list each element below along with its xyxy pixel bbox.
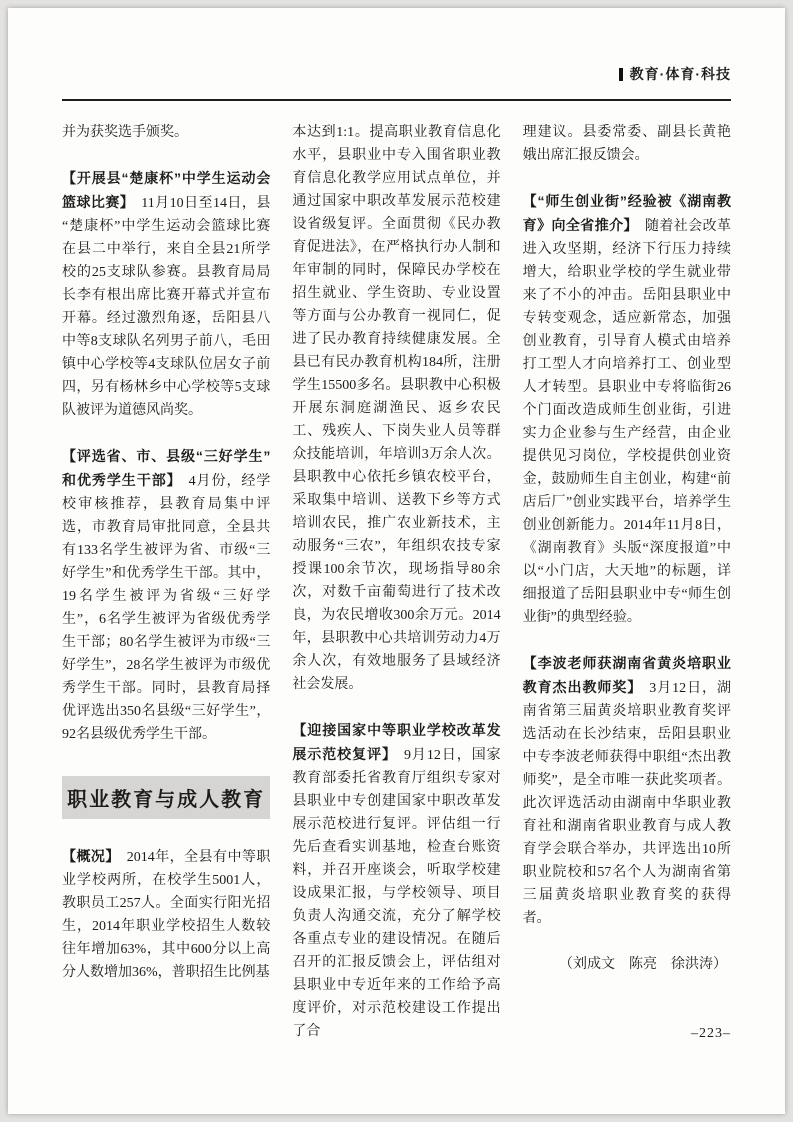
article-title: 【迎接国家中等职业学校改革发展示范校复评】 xyxy=(292,722,501,762)
article-body: 2014年，全县有中等职业学校两所，在校学生5001人，教职员工257人。全面实行阳光招生，2014年职业学校招生人数较往年增加63%，其中600分以上高分人数增加36%，普职招生比例基 xyxy=(62,850,271,980)
article xyxy=(523,652,731,930)
continuation-paragraph: 并为获奖选手颁奖。 xyxy=(62,125,188,140)
document-page xyxy=(8,8,785,1114)
article xyxy=(523,190,731,629)
article xyxy=(62,845,270,984)
header-divider xyxy=(62,99,731,101)
article-title: 【李波老师获湖南省黄炎培职业教育杰出教师奖】 xyxy=(522,655,731,695)
byline: （刘成文 陈亮 徐洪涛） xyxy=(558,957,727,972)
content-columns xyxy=(62,121,731,1043)
article-body: 9月12日，国家教育部委托省教育厅组织专家对县职业中专创建国家中职改革发展示范校进行复评。评估组一行先后查看实训基地，检查台账资料，并召开座谈会，听取学校建设成果汇报，与学校领导、项目负责人沟通交流，充分了解学校各重点专业的建设情况。在随后召开的汇报反馈会上，评估组对县职业中专近年来的工作给予高度评价，对示范校建设工作提出了合 xyxy=(292,748,501,1039)
article-title: 【开展县“楚康杯”中学生运动会篮球比赛】 xyxy=(62,170,271,210)
continuation-paragraph: 本达到1:1。提高职业教育信息化水平，县职业中专入围省职业教育信息化教学应用试点单位，并通过国家中职改革发展示范校建设省级复评。全面贯彻《民办教育促进法》，在严格执行办人制和年审制的同时，保障民办学校在招生就业、学生资助、专业设置等方面与公办教育一视同仁，促进了民办教育持续健康发展。全县已有民办教育机构184所，注册学生15500多名。县职教中心积极开展东洞庭湖渔民、返乡农民工、残疾人、下岗失业人员等群众技能培训，年培训3万余人次。县职教中心依托乡镇农校平台，采取集中培训、送教下乡等方式培训农民，推广农业新技术，主动服务“三农”，年组织农技专家授课100余节次，现场指导80余次，对数千亩葡萄进行了技术改良，为农民增收300余万元。2014年，县职教中心共培训劳动力4万余人次，有效地服务了县域经济社会发展。 xyxy=(292,125,501,692)
running-head-label: 教育·体育·科技 xyxy=(629,66,731,82)
page-content xyxy=(62,8,731,1043)
article-title: 【评选省、市、县级“三好学生”和优秀学生干部】 xyxy=(62,448,271,488)
column-1 xyxy=(62,121,270,1043)
page-number: –223– xyxy=(691,1026,731,1041)
article-title: 【概况】 xyxy=(62,848,120,864)
column-3 xyxy=(523,121,731,1043)
article-body: 4月份，经学校审核推荐，县教育局集中评选，市教育局审批同意，全县共有133名学生被评为省、市级“三好学生”和优秀学生干部。其中，19名学生被评为省级“三好学生”，6名学生被评为省级优秀学生干部；80名学生被评为市级“三好学生”，28名学生被评为市级优秀学生干部。同时，县教育局择优评选出350名县级“三好学生”，92名县级优秀学生干部。 xyxy=(62,474,271,742)
running-head xyxy=(62,64,731,84)
article-title: 【“师生创业街”经验被《湖南教育》向全省推介】 xyxy=(522,193,731,233)
column-2 xyxy=(292,121,500,1043)
article-body: 11月10日至14日，县“楚康杯”中学生运动会篮球比赛在县二中举行，来自全县21所学校的25支球队参赛。县教育局局长李有根出席比赛开幕式并宣布开幕。经过激烈角逐，岳阳县八中等8支球队名列男子前八，毛田镇中心学校等4支球队位居女子前四，另有杨林乡中心学校等5支球队被评为道德风尚奖。 xyxy=(62,196,271,418)
section-header: 职业教育与成人教育 xyxy=(62,776,270,819)
article xyxy=(62,167,270,422)
article-body: 随着社会改革进入攻坚期，经济下行压力持续增大，给职业学校的学生就业带来了不小的冲击。岳阳县职业中专转变观念，适应新常态，加强创业教育，引导育人模式由培养打工型人才向培养打工、创业型人才转型。县职业中专将临街26个门面改造成师生创业街，引进实力企业参与生产经营，由企业提供见习岗位，学校提供创业资金，鼓励师生自主创业，构建“前店后厂”创业实践平台，培养学生创业创新能力。2014年11月8日，《湖南教育》头版“深度报道”中以“小门店，大天地”的标题，详细报道了岳阳县职业中专“师生创业街”的典型经验。 xyxy=(522,219,731,625)
article-body: 3月12日，湖南省第三届黄炎培职业教育奖评选活动在长沙结束，岳阳县职业中专李波老师获得中职组“杰出教师奖”，是全市唯一获此奖项者。此次评选活动由湖南中华职业教育社和湖南省职业教育与成人教育学会联合举办，共评选出10所职业院校和57名个人为湖南省第三届黄炎培职业教育奖的获得者。 xyxy=(522,681,731,926)
section-marker-icon xyxy=(619,68,623,81)
article xyxy=(62,445,270,746)
continuation-paragraph: 理建议。县委常委、副县长黄艳娥出席汇报反馈会。 xyxy=(522,125,731,163)
article xyxy=(292,719,500,1043)
